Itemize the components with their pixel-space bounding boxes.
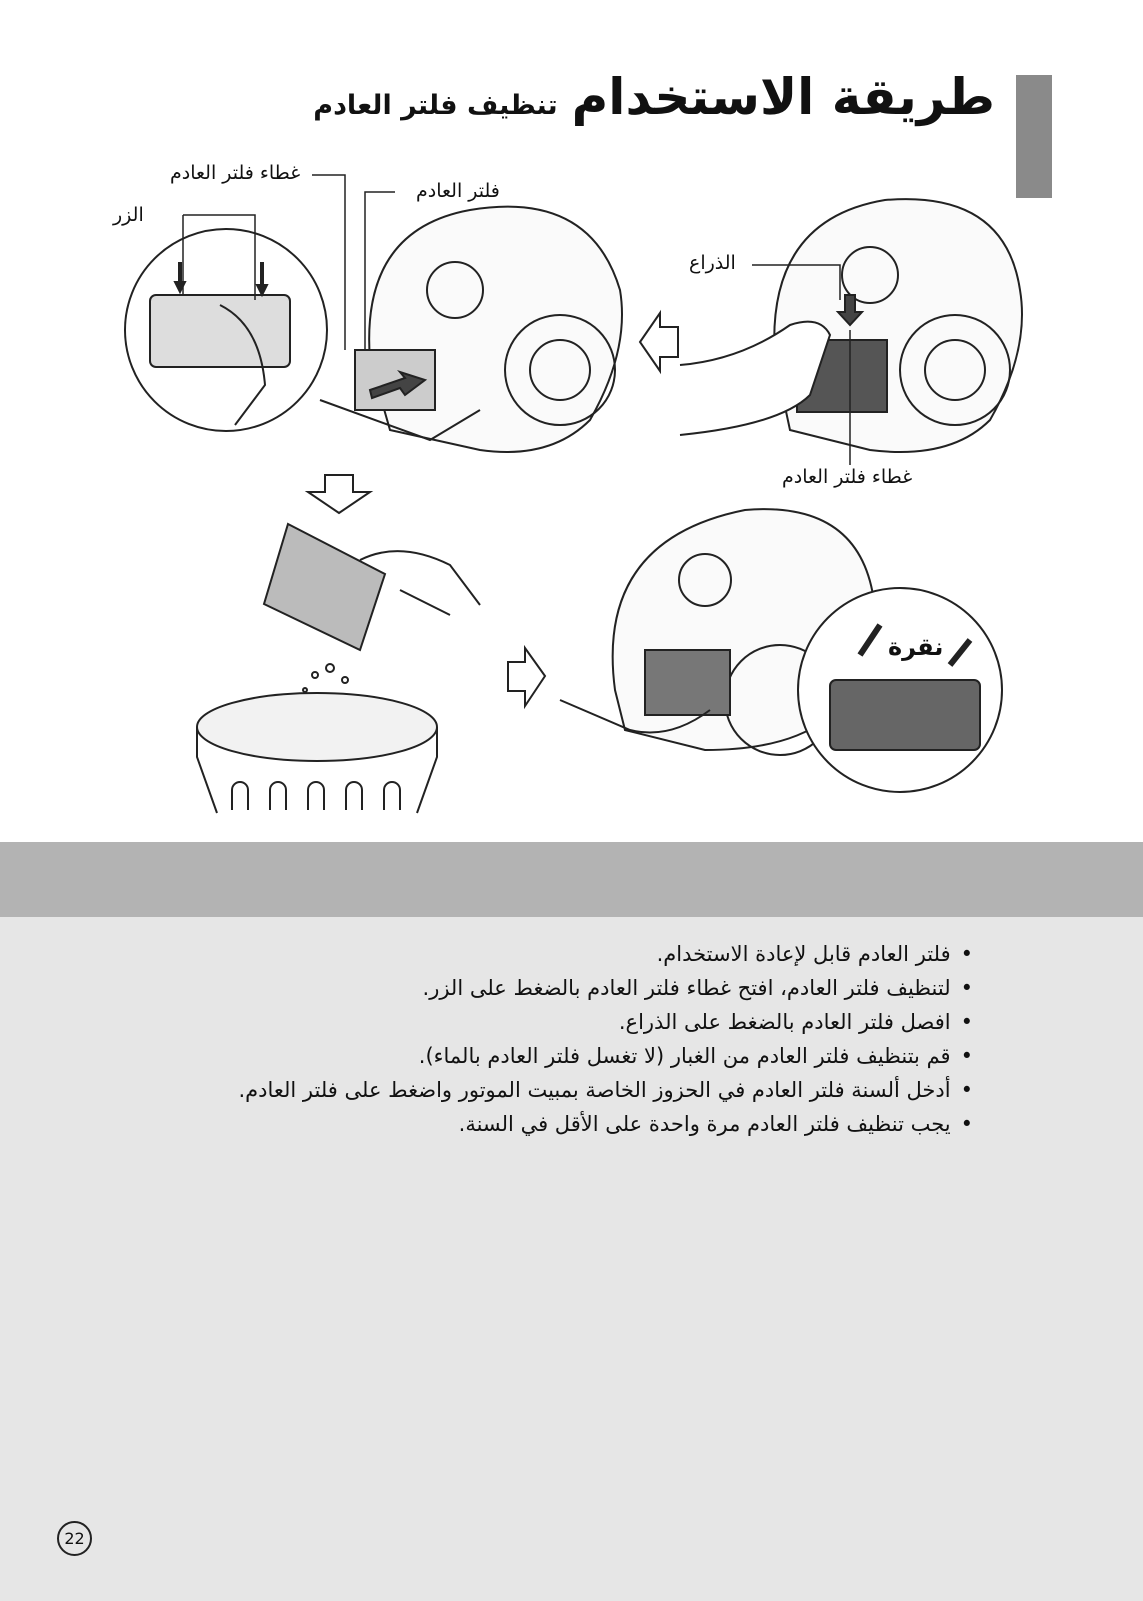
- arrow-left: [640, 313, 678, 371]
- instruction-notes: [238, 937, 973, 1141]
- label-lever: الذراع: [689, 252, 736, 274]
- note-item: •لتنظيف فلتر العادم، افتح غطاء فلتر العادم بالضغط على الزر.: [422, 976, 973, 1000]
- section-banner: [0, 842, 1143, 917]
- note-item: •أدخل ألسنة فلتر العادم في الحزوز الخاصة بمبيت الموتور واضغط على فلتر العادم.: [238, 1078, 973, 1102]
- note-item: •افصل فلتر العادم بالضغط على الذراع.: [618, 1010, 973, 1034]
- filter-dust-tapping: [264, 524, 480, 703]
- note-item: •يجب تنظيف فلتر العادم مرة واحدة على الأقل في السنة.: [458, 1112, 973, 1136]
- title-sub: تنظيف فلتر العادم: [313, 90, 558, 121]
- label-button: الزر: [113, 204, 144, 226]
- note-item: •فلتر العادم قابل لإعادة الاستخدام.: [656, 942, 973, 966]
- arrow-down: [308, 475, 370, 513]
- title-main: طريقة الاستخدام: [571, 68, 995, 126]
- label-exhaust-filter: فلتر العادم: [416, 180, 500, 202]
- instruction-illustration: [0, 150, 1143, 816]
- note-item: •قم بتنظيف فلتر العادم من الغبار (لا تغسل فلتر العادم بالماء).: [418, 1044, 973, 1068]
- page-title: [313, 68, 995, 126]
- label-notch: نقرة: [888, 633, 944, 661]
- trash-can: [197, 693, 437, 813]
- vacuum-step1: [369, 207, 622, 452]
- page-number: 22: [57, 1521, 92, 1556]
- label-filter-cover-right: غطاء فلتر العادم: [782, 466, 913, 488]
- arrow-right: [508, 648, 545, 706]
- label-filter-cover-top: غطاء فلتر العادم: [170, 162, 301, 184]
